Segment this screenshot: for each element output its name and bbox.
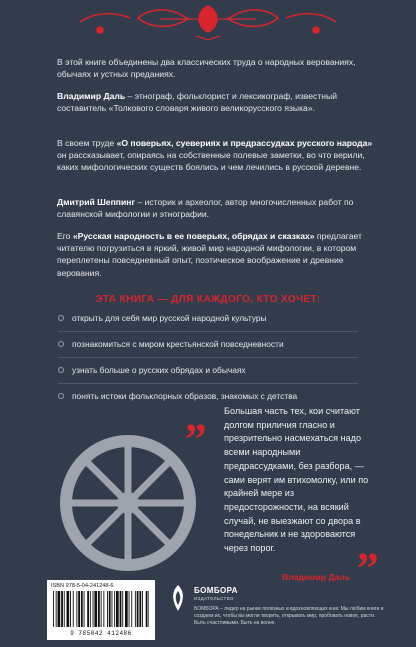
bombora-logo-icon [167, 583, 189, 613]
barcode-bar [120, 591, 122, 627]
barcode-bar [70, 591, 71, 627]
barcode-bar [58, 591, 61, 627]
barcode-bar [103, 591, 104, 627]
bullet-circle-icon [58, 367, 64, 373]
barcode-bar [142, 591, 143, 627]
bullet-circle-icon [58, 315, 64, 321]
barcode-bar [98, 591, 100, 627]
barcode-bar [112, 591, 113, 627]
barcode-digits: 9 785042 412486 [70, 630, 132, 637]
dahl-work-paragraph [57, 137, 375, 174]
barcode-bar [148, 591, 149, 627]
barcode-bar [94, 591, 97, 627]
audience-headline: ЭТА КНИГА — ДЛЯ КАЖДОГО, КТО ХОЧЕТ: [95, 294, 321, 305]
bullet-circle-icon [58, 393, 64, 399]
list-item [58, 390, 378, 402]
list-divider [58, 383, 358, 384]
barcode-bar [78, 591, 80, 627]
barcode-bar [135, 591, 136, 627]
barcode-bar [64, 591, 65, 627]
barcode-bar [67, 591, 70, 627]
barcode-bar [139, 591, 141, 627]
list-item-text: понять истоки фольклорных образов, знакомых с детства [72, 391, 298, 401]
intro-text: В этой книге объединены два классических труда о народных верованиях, обычаях и устных преданиях. [57, 57, 356, 80]
barcode-bar [101, 591, 102, 627]
barcode-bar [122, 591, 123, 627]
list-item-text: открыть для себя мир русской народной культуры [72, 313, 267, 323]
barcode-bar [76, 591, 77, 627]
barcode-bar [56, 591, 57, 627]
barcode-bar [129, 591, 130, 627]
barcode-bar [125, 591, 128, 627]
wheel-illustration [55, 430, 201, 576]
barcode-bar [131, 591, 132, 627]
barcode-bar [109, 591, 111, 627]
barcode-bar [90, 591, 91, 627]
bullet-circle-icon [58, 341, 64, 347]
dahl-work-prefix: В своем труде [57, 138, 117, 148]
dahl-work-title: «О поверьях, суевериях и предрассудках русского народа» [116, 138, 373, 148]
quote-close-mark: „ [357, 521, 379, 570]
barcode-bar [107, 591, 108, 627]
publisher-subtitle: ИЗДАТЕЛЬСТВО [194, 596, 234, 601]
isbn-label: ISBN 978-5-04-241248-6 [51, 583, 114, 589]
list-item [58, 312, 378, 324]
barcode-bar [81, 591, 83, 627]
shepping-work-title: «Русская народность в ее поверьях, обрядах и сказках» [72, 231, 315, 241]
list-item-text: познакомиться с миром крестьянской повседневности [72, 339, 284, 349]
dahl-name: Владимир Даль [57, 91, 126, 101]
barcode-bar [146, 591, 148, 627]
list-divider [58, 331, 358, 332]
barcode-bar [114, 591, 115, 627]
list-item-text: узнать больше о русских обрядах и обычаях [72, 365, 246, 375]
list-divider [58, 357, 358, 358]
audience-list [58, 312, 378, 416]
shepping-work-paragraph [57, 230, 375, 279]
dahl-paragraph [57, 90, 375, 114]
shepping-work-text: предлагает читателю погрузиться в яркий, живой мир народной мифологии, в котором переплетены повседневный опыт, поэтическое воображение и древние верования. [57, 231, 362, 278]
publisher-description: БОМБОРА – лидер на рынке полезных и вдохновляющих книг. Мы любим книги и создаем их, чтобы вы могли творить, открывать мир, пробовать новое, расти. Быть счастливыми. Быть на волне. [194, 606, 384, 626]
barcode-bar [61, 591, 63, 627]
barcode-bar [87, 591, 89, 627]
barcode-bar [53, 591, 54, 627]
top-ornament [0, 0, 416, 44]
barcode-panel [47, 580, 155, 640]
publisher-name: БОМБОРА [194, 586, 238, 595]
quote-text: Большая часть тех, кои считают долгом приличия гласно и презрительно насмехаться надо всеми народными предрассудками, без разбора, — сами верят им втихомолку, или по крайней мере из предосторожности, на всякий случай, не выезжают со двора в понедельник и не здороваются через порог. [224, 406, 369, 554]
barcode-bar [84, 591, 85, 627]
list-item [58, 338, 378, 350]
shepping-paragraph [57, 196, 375, 220]
barcode-graphic [53, 591, 149, 627]
barcode-bar [137, 591, 139, 627]
quote-author: Владимир Даль [282, 572, 351, 582]
intro-paragraph [57, 56, 375, 80]
dahl-work-text: он рассказывает, опираясь на собственные полевые заметки, во что верили, каких мифологических существ боялись и чем лечились в русской деревне. [57, 150, 365, 173]
shepping-description: – историк и археолог, автор многочисленных работ по славянской мифологии и этнографии. [57, 197, 354, 220]
shepping-name: Дмитрий Шеппинг [57, 197, 136, 207]
shepping-work-prefix: Его [57, 231, 73, 241]
dahl-description: – этнограф, фольклорист и лексикограф, известный составитель «Толкового словаря живого великорусского языка». [57, 91, 338, 114]
barcode-bar [93, 591, 94, 627]
barcode-bar [73, 591, 74, 627]
quote-open-mark: „ [185, 392, 207, 441]
list-item [58, 364, 378, 376]
barcode-bar [116, 591, 119, 627]
